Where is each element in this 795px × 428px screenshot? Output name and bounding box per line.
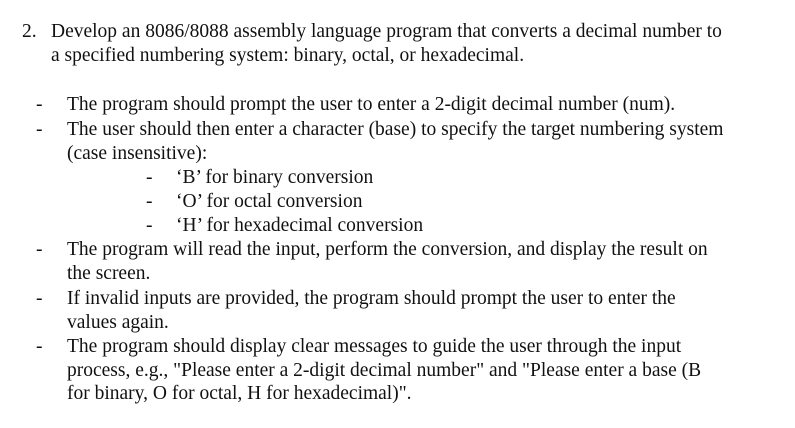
sub-bullet-marker: -	[146, 191, 153, 212]
bullet-prompt-number	[67, 93, 787, 117]
bullet-line: process, e.g., "Please enter a 2-digit decimal number" and "Please enter a base (B	[67, 359, 702, 381]
bullet-marker: -	[36, 94, 43, 115]
bullet-read-input	[67, 238, 787, 285]
bullet-line: values again.	[67, 311, 169, 333]
question-line: a specified numbering system: binary, octal, or hexadecimal.	[51, 44, 525, 66]
question-number: 2.	[22, 21, 37, 42]
bullet-line: The program will read the input, perform the conversion, and display the result on	[67, 239, 708, 260]
bullet-line: The program should prompt the user to enter a 2-digit decimal number (num).	[67, 94, 676, 115]
bullet-marker: -	[36, 119, 43, 140]
bullet-clear-messages	[67, 335, 787, 406]
sub-bullet-hexadecimal: ‘H’ for hexadecimal conversion	[176, 215, 424, 236]
question-text	[51, 20, 786, 67]
bullet-marker: -	[36, 288, 43, 309]
bullet-line: (case insensitive):	[67, 142, 208, 164]
sub-bullet-marker: -	[146, 167, 153, 188]
bullet-marker: -	[36, 336, 43, 357]
bullet-enter-base	[67, 118, 787, 165]
sub-bullet-octal: ‘O’ for octal conversion	[176, 191, 363, 212]
bullet-line: The program should display clear messages to guide the user through the input	[67, 336, 682, 357]
bullet-line: for binary, O for octal, H for hexadecimal)".	[67, 383, 412, 404]
bullet-line: The user should then enter a character (base) to specify the target numbering system	[67, 119, 724, 140]
sub-bullet-binary: ‘B’ for binary conversion	[176, 167, 374, 188]
bullet-line: the screen.	[67, 262, 151, 284]
sub-bullet-marker: -	[146, 215, 153, 236]
question-line: Develop an 8086/8088 assembly language program that converts a decimal number to	[51, 21, 722, 42]
bullet-invalid-input	[67, 287, 787, 334]
bullet-marker: -	[36, 239, 43, 260]
bullet-line: If invalid inputs are provided, the program should prompt the user to enter the	[67, 288, 676, 309]
